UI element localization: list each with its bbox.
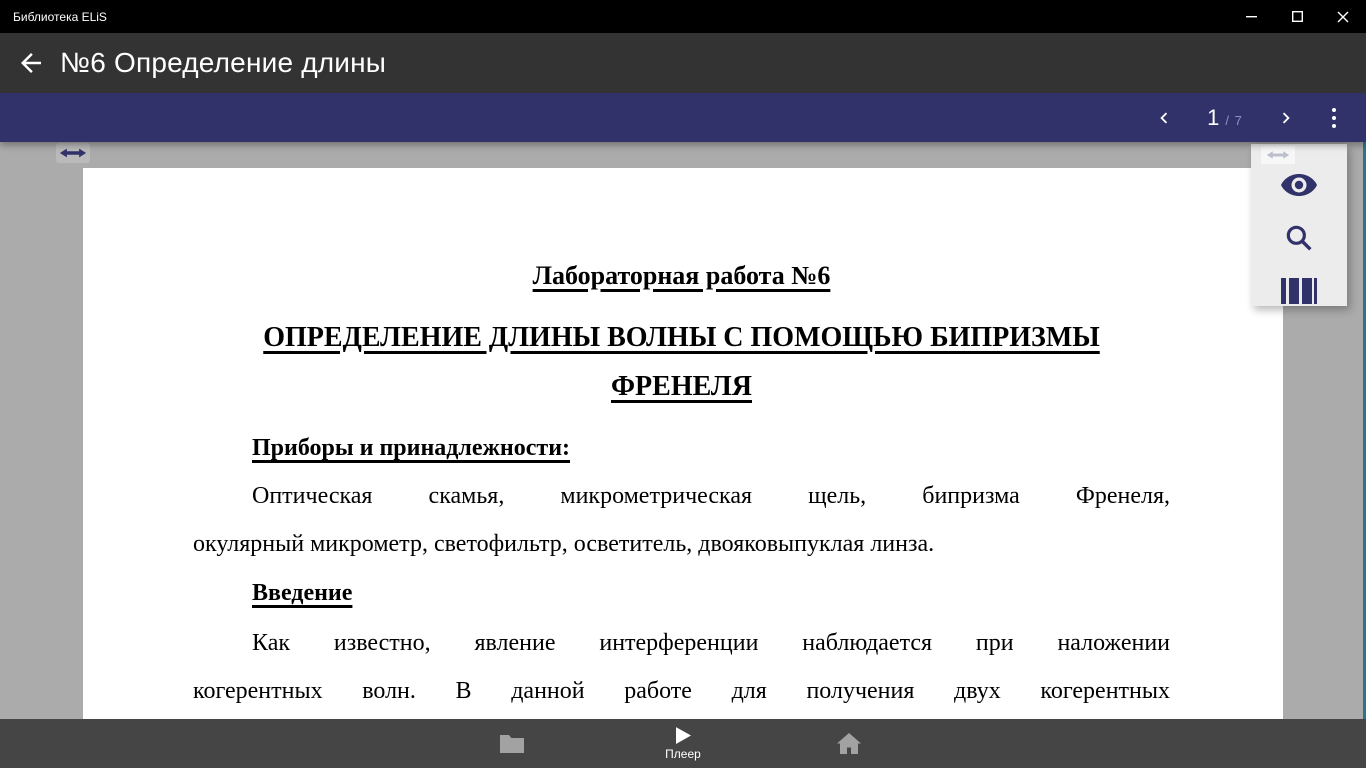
left-resize-handle[interactable] [56,143,90,163]
page-indicator [1188,105,1262,131]
folder-icon [499,734,525,754]
page-header [0,33,1366,93]
minimize-button[interactable] [1228,0,1274,33]
pager-controls [1140,93,1358,142]
doc-para2-line2: когерентных волн. В данной работе для получения двух когерентных [193,678,1170,704]
doc-title-line1: ОПРЕДЕЛЕНИЕ ДЛИНЫ ВОЛНЫ С ПОМОЩЬЮ БИПРИЗМЫ [263,322,1100,353]
library-button[interactable] [462,719,562,768]
search-button[interactable] [1269,211,1329,264]
document-title: №6 Определение длины [60,47,387,78]
current-page: 1 [1207,104,1220,130]
home-icon [837,733,861,754]
window-titlebar [0,0,1366,33]
reader-tools-panel [1251,144,1347,306]
player-label: Плеер [665,746,701,761]
maximize-icon [1292,11,1303,22]
window-controls [1228,0,1366,33]
document-viewer[interactable] [0,142,1366,719]
doc-section1-heading: Приборы и принадлежности: [252,435,571,461]
previous-page-button[interactable] [1140,93,1188,142]
total-pages: / 7 [1225,112,1243,128]
doc-title-line2: ФРЕНЕЛЯ [611,371,752,402]
app-title: Библиотека ELiS [13,9,107,24]
doc-para1-line1: Оптическая скамья, микрометрическая щель, бипризма Френеля, [252,483,1170,509]
doc-para1-line2: окулярный микрометр, светофильтр, осветитель, двояковыпуклая линза. [193,531,935,557]
reader-toolbar [0,93,1366,142]
document-content [83,168,1283,715]
minimize-icon [1246,11,1257,22]
doc-para2-line1: Как известно, явление интерференции наблюдается при наложении [252,630,1170,656]
resize-horizontal-icon [59,146,87,160]
play-icon [676,727,691,744]
home-button[interactable] [799,719,899,768]
arrow-left-icon [16,48,46,78]
close-button[interactable] [1320,0,1366,33]
page-layout-button[interactable] [1269,264,1329,317]
document-page[interactable] [83,168,1283,719]
eye-icon [1280,171,1318,199]
overflow-menu-icon [1332,108,1336,128]
overflow-menu-button[interactable] [1310,93,1358,142]
maximize-button[interactable] [1274,0,1320,33]
doc-section2-heading: Введение [252,580,353,606]
bottom-command-bar [0,719,1366,768]
close-icon [1337,11,1349,23]
visibility-button[interactable] [1269,158,1329,211]
player-button[interactable] [633,719,733,768]
doc-heading: Лабораторная работа №6 [532,261,831,290]
search-icon [1283,222,1315,254]
next-page-button[interactable] [1262,93,1310,142]
panel-icons [1251,158,1347,317]
split-pages-icon [1281,278,1317,304]
chevron-left-icon [1153,107,1175,129]
chevron-right-icon [1275,107,1297,129]
back-button[interactable] [0,33,62,93]
